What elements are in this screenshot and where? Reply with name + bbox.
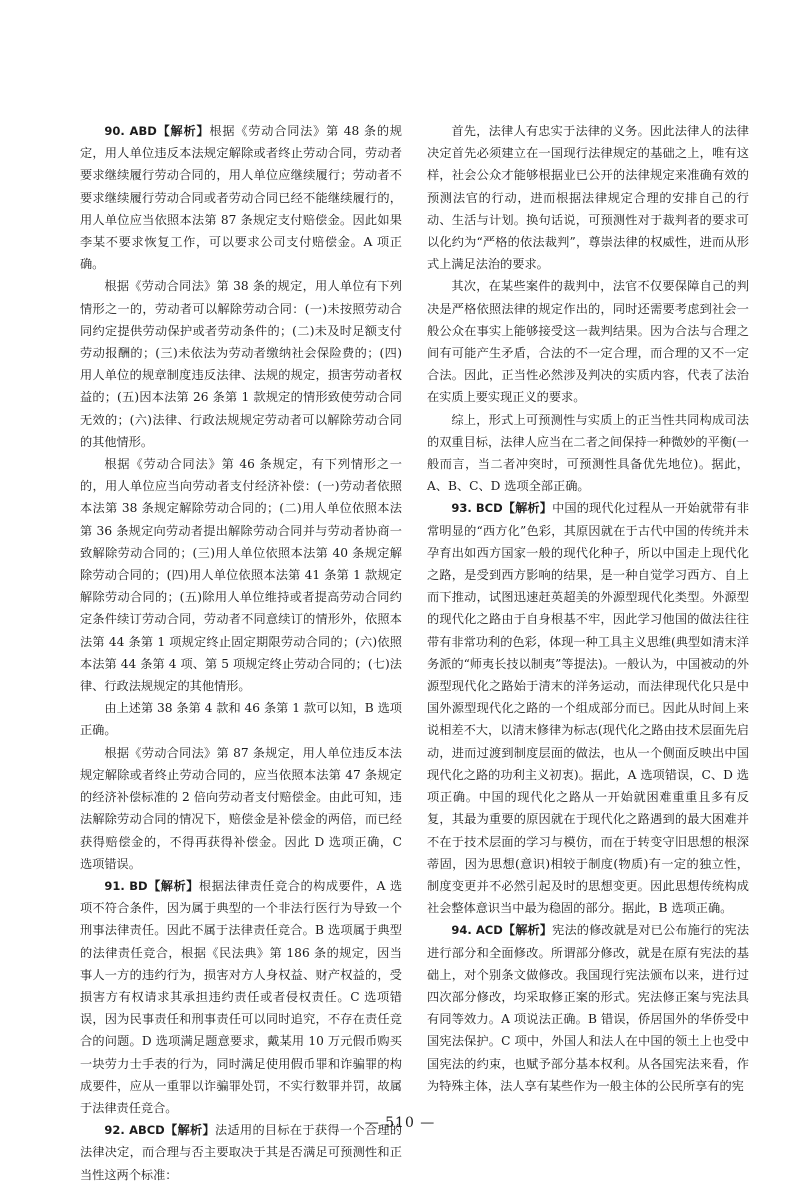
paragraph	[427, 919, 749, 1097]
question-number: 93. BCD	[451, 501, 503, 516]
paragraph	[427, 409, 749, 498]
paragraph-text: 法适用的目标在于获得一个合理的法律决定，而合理与否主要取决于其是否满足可预测性和正当性这两个标准：	[80, 1123, 403, 1182]
question-number: 92. ABCD	[104, 1123, 165, 1138]
paragraph	[80, 742, 402, 875]
paragraph-text: 根据《劳动合同法》第 48 条的规定，用人单位违反本法规定解除或者终止劳动合同，劳动者要求继续履行劳动合同的，用人单位应继续履行；劳动者不要求继续履行劳动合同或者劳动合同已经不能继续履行的，用人单位应当依照本法第 87 条规定支付赔偿金。因此如果李某不要求恢复工作，可以要求公司支付赔偿金。A 项正确。	[80, 124, 402, 272]
paragraph	[80, 697, 402, 741]
question-number: 91. BD	[104, 878, 148, 893]
paragraph-text: 宪法的修改就是对已公布施行的宪法进行部分和全面修改。所谓部分修改，就是在原有宪法的基础上，对个别条文做修改。我国现行宪法颁布以来，进行过四次部分修改，均采取修正案的形式。宪法修正案与宪法具有同等效力。A 项说法正确。B 错误，侨居国外的华侨受中国宪法保护。C 项中，外国人和法人在中国的领土上也受中国宪法的约束，也赋予部分基本权利。从各国宪法来看，作为特殊主体，法人享有某些作为一般主体的公民所享有的宪	[427, 923, 750, 1093]
question-number: 94. ACD	[451, 923, 503, 938]
paragraph	[80, 120, 402, 275]
question-number: 90. ABD	[104, 124, 157, 138]
right-column	[427, 120, 749, 1097]
paragraph-text: 根据《劳动合同法》第 38 条的规定，用人单位有下列情形之一的，劳动者可以解除劳动合同：(一)未按照劳动合同约定提供劳动保护或者劳动条件的；(二)未及时足额支付劳动报酬的；(三)未依法为劳动者缴纳社会保险费的；(四)用人单位的规章制度违反法律、法规的规定，损害劳动者权益的；(五)因本法第 26 条第 1 款规定的情形致使劳动合同无效的；(六)法律、行政法规规定劳动者可以解除劳动合同的其他情形。	[80, 279, 402, 449]
paragraph-text: 根据《劳动合同法》第 46 条规定，有下列情形之一的，用人单位应当向劳动者支付经济补偿：(一)劳动者依照本法第 38 条规定解除劳动合同的；(二)用人单位依照本法第 36 条规定向劳动者提出解除劳动合同并与劳动者协商一致解除劳动合同的；(三)用人单位依照本法第 40 条规定解除劳动合同的；(四)用人单位依照本法第 41 条第 1 款规定解除劳动合同的；(五)除用人单位维持或者提高劳动合同约定条件续订劳动合同，劳动者不同意续订的情形外，依照本法第 44 条第 1 项规定终止固定期限劳动合同的；(六)依照本法第 44 条第 4 项、第 5 项规定终止劳动合同的；(七)法律、行政法规规定的其他情形。	[80, 457, 402, 694]
paragraph-text: 综上，形式上可预测性与实质上的正当性共同构成司法的双重目标，法律人应当在二者之间保持一种微妙的平衡(一般而言，当二者冲突时，可预测性具备优先地位)。据此，A、B、C、D 选项全部正确。	[427, 412, 749, 494]
paragraph-text: 根据《劳动合同法》第 87 条规定，用人单位违反本法规定解除或者终止劳动合同的，应当依照本法第 47 条规定的经济补偿标准的 2 倍向劳动者支付赔偿金。由此可知，违法解除劳动合同的情况下，赔偿金是补偿金的两倍，而已经获得赔偿金的，不得再获得补偿金。因此 D 选项正确，C 选项错误。	[80, 745, 402, 871]
analysis-tag: 【解析】	[156, 124, 210, 138]
paragraph-text: 由上述第 38 条第 4 款和 46 条第 1 款可以知，B 选项正确。	[80, 701, 402, 738]
analysis-tag: 【解析】	[164, 1123, 215, 1138]
paragraph-text: 中国的现代化过程从一开始就带有非常明显的“西方化”色彩，其原因就在于古代中国的传统并未孕育出如西方国家一般的现代化种子，所以中国走上现代化之路，是受到西方影响的结果，是一种自觉学习西方、自上而下推动，试图迅速赶英超美的外源型现代化类型。外源型的现代化之路由于自身根基不牢，因此学习他国的做法往往带有非常功利的色彩，体现一种工具主义思维(典型如清末洋务派的“师夷长技以制夷”等提法)。一般认为，中国被动的外源型现代化之路始于清末的洋务运动，而法律现代化只是中国外源型现代化之路的一个组成部分而已。因此从时间上来说相差不大，以清末修律为标志(现代化之路由技术层面先启动，进而过渡到制度层面的做法，也从一个侧面反映出中国现代化之路的功利主义初衷)。据此，A 选项错误，C、D 选项正确。中国的现代化之路从一开始就困难重重且多有反复，其最为重要的原因就在于现代化之路遇到的最大困难并不在于技术层面的学习与模仿，而在于转变守旧思想的根深蒂固，因为思想(意识)相较于制度(物质)有一定的独立性，制度变更并不必然引起及时的思想变更。因此思想传统构成社会整体意识当中最为稳固的部分。据此，B 选项正确。	[427, 501, 750, 916]
paragraph	[80, 453, 402, 697]
paragraph	[427, 275, 749, 408]
paragraph	[427, 497, 749, 919]
paragraph-text: 首先，法律人有忠实于法律的义务。因此法律人的法律决定首先必须建立在一国现行法律规定的基础之上，唯有这样，社会公众才能够根据业已公开的法律规定来准确有效的预测法官的行动，进而根据法律规定合理的安排自己的行动、生活与计划。换句话说，可预测性对于裁判者的要求可以化约为“严格的依法裁判”，尊崇法律的权威性，进而从形式上满足法治的要求。	[427, 124, 749, 272]
analysis-tag: 【解析】	[502, 501, 553, 516]
paragraph	[427, 120, 749, 275]
paragraph-text: 其次，在某些案件的裁判中，法官不仅要保障自己的判决是严格依照法律的规定作出的，同时还需要考虑到社会一般公众在事实上能够接受这一裁判结果。因为合法与合理之间有可能产生矛盾，合法的不一定合理，而合理的又不一定合法。因此，正当性必然涉及判决的实质内容，代表了法治在实质上要实现正义的要求。	[427, 279, 749, 405]
analysis-tag: 【解析】	[502, 923, 553, 938]
analysis-tag: 【解析】	[147, 878, 199, 893]
paragraph-text: 根据法律责任竞合的构成要件，A 选项不符合条件，因为属于典型的一个非法行医行为导致一个刑事法律责任。因此不属于法律责任竞合。B 选项属于典型的法律责任竞合，根据《民法典》第 186 条的规定，因当事人一方的违约行为，损害对方人身权益、财产权益的，受损害方有权请求其承担违约责任或者侵权责任。C 选项错误，因为民事责任和刑事责任可以同时追究，不存在责任竞合的问题。D 选项满足题意要求，戴某用 10 万元假币购买一块劳力士手表的行为，同时满足使用假币罪和诈骗罪的构成要件，应从一重罪以诈骗罪处罚，不实行数罪并罚，故属于法律责任竞合。	[80, 878, 403, 1115]
page-number: — 510 —	[364, 1115, 436, 1131]
left-column	[80, 120, 402, 1186]
paragraph	[80, 275, 402, 453]
paragraph	[80, 875, 402, 1119]
